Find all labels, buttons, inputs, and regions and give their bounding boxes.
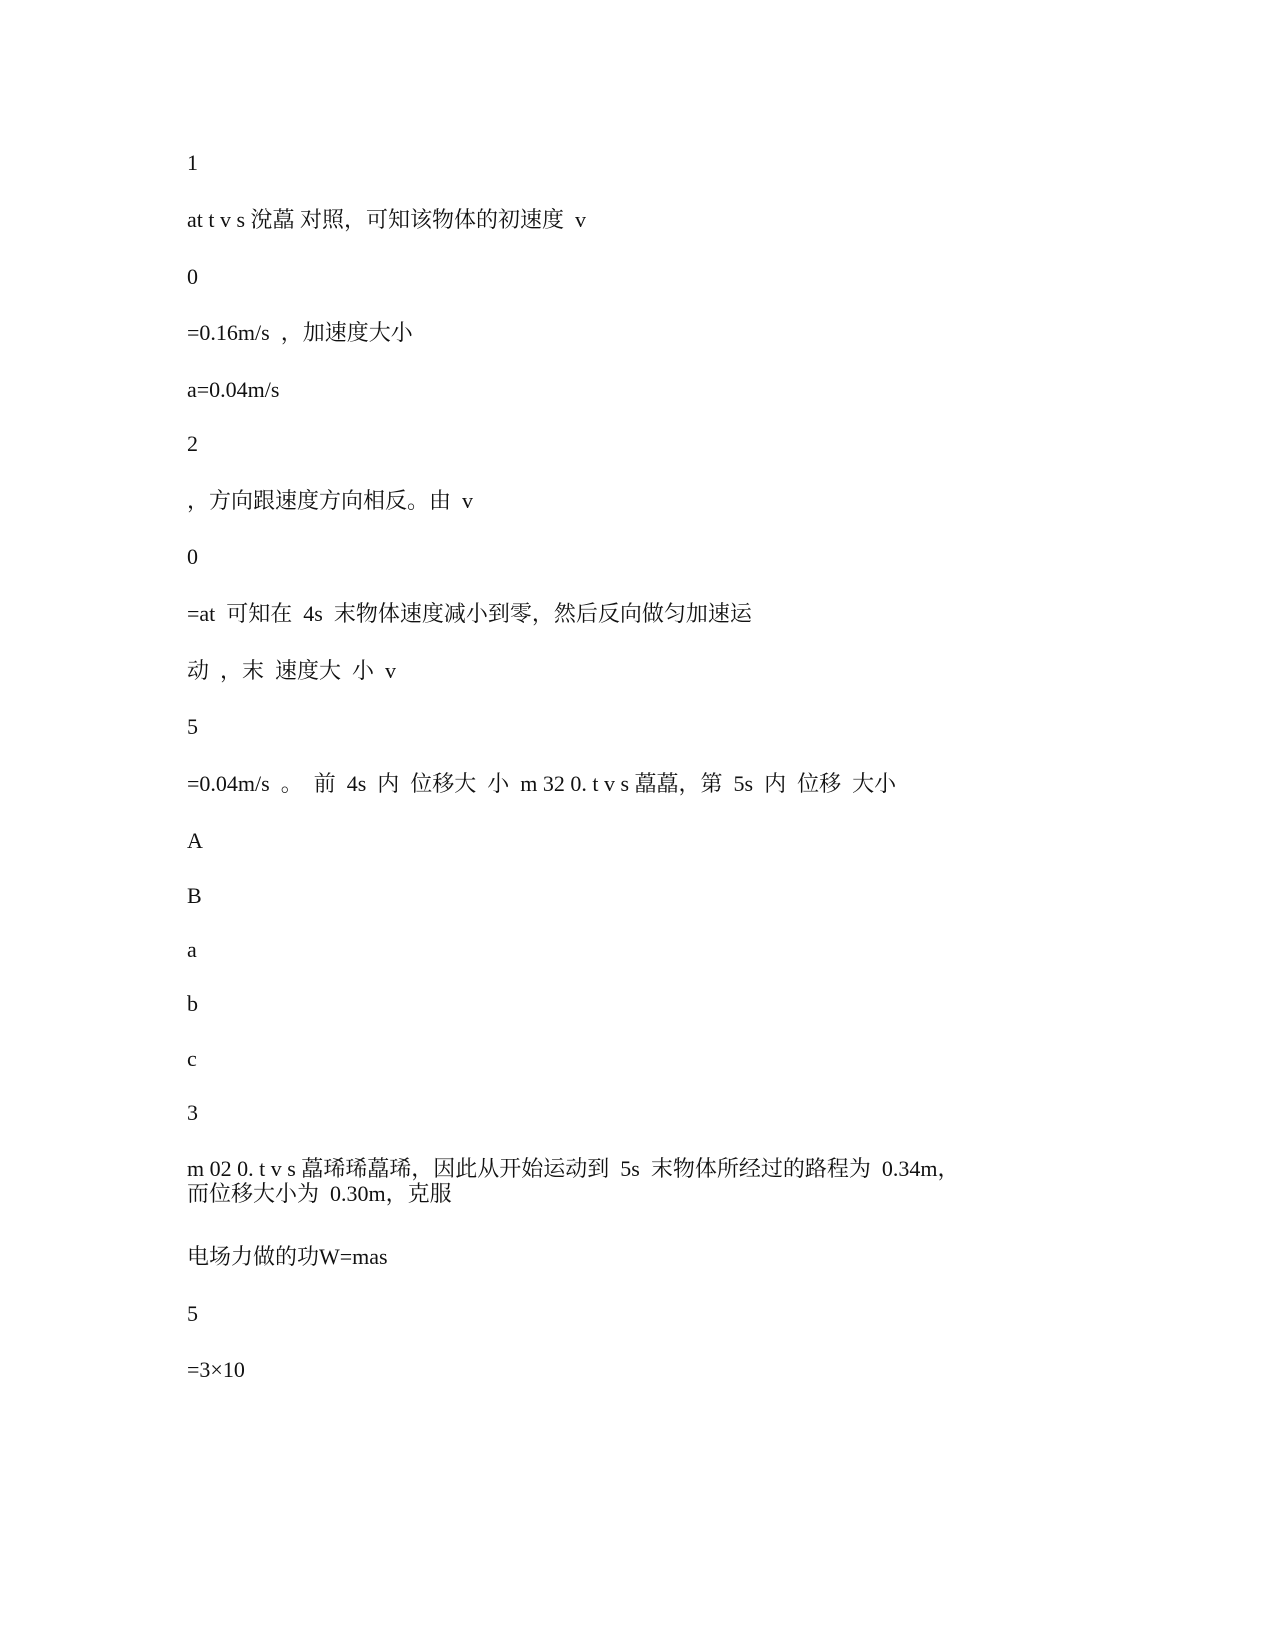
text-line: a=0.04m/s — [187, 377, 280, 402]
text-line: b — [187, 991, 198, 1016]
text-line: 2 — [187, 431, 198, 456]
text-line: a — [187, 937, 197, 962]
text-line: 3 — [187, 1100, 198, 1125]
text-line: at t v s 涗藠 对照，可知该物体的初速度 v — [187, 207, 587, 232]
text-line: c — [187, 1046, 197, 1071]
text-line: =0.16m/s ，加速度大小 — [187, 320, 413, 345]
text-line: A — [187, 828, 203, 853]
text-line: 5 — [187, 1301, 198, 1326]
text-line: B — [187, 883, 202, 908]
text-line: 0 — [187, 544, 198, 569]
text-line: 电场力做的功W=mas — [187, 1244, 388, 1269]
text-line: =3×10 — [187, 1357, 245, 1382]
text-line: 1 — [187, 150, 198, 175]
text-line: =0.04m/s 。 前 4s 内 位移大 小 m 32 0. t v s 藠藠，第 5s 内 位移 大小 — [187, 771, 897, 796]
text-line: m 02 0. t v s 藠琋琋藠琋，因此从开始运动到 5s 末物体所经过的路程为 0.34m， — [187, 1156, 960, 1181]
text-line: 动 ，末 速度大 小 v — [187, 658, 397, 683]
text-line: 0 — [187, 264, 198, 289]
text-line: 而位移大小为 0.30m，克服 — [187, 1181, 452, 1206]
text-line: 5 — [187, 714, 198, 739]
text-line: =at 可知在 4s 末物体速度减小到零，然后反向做匀加速运 — [187, 601, 752, 626]
text-line: ，方向跟速度方向相反。由 v — [187, 488, 474, 513]
